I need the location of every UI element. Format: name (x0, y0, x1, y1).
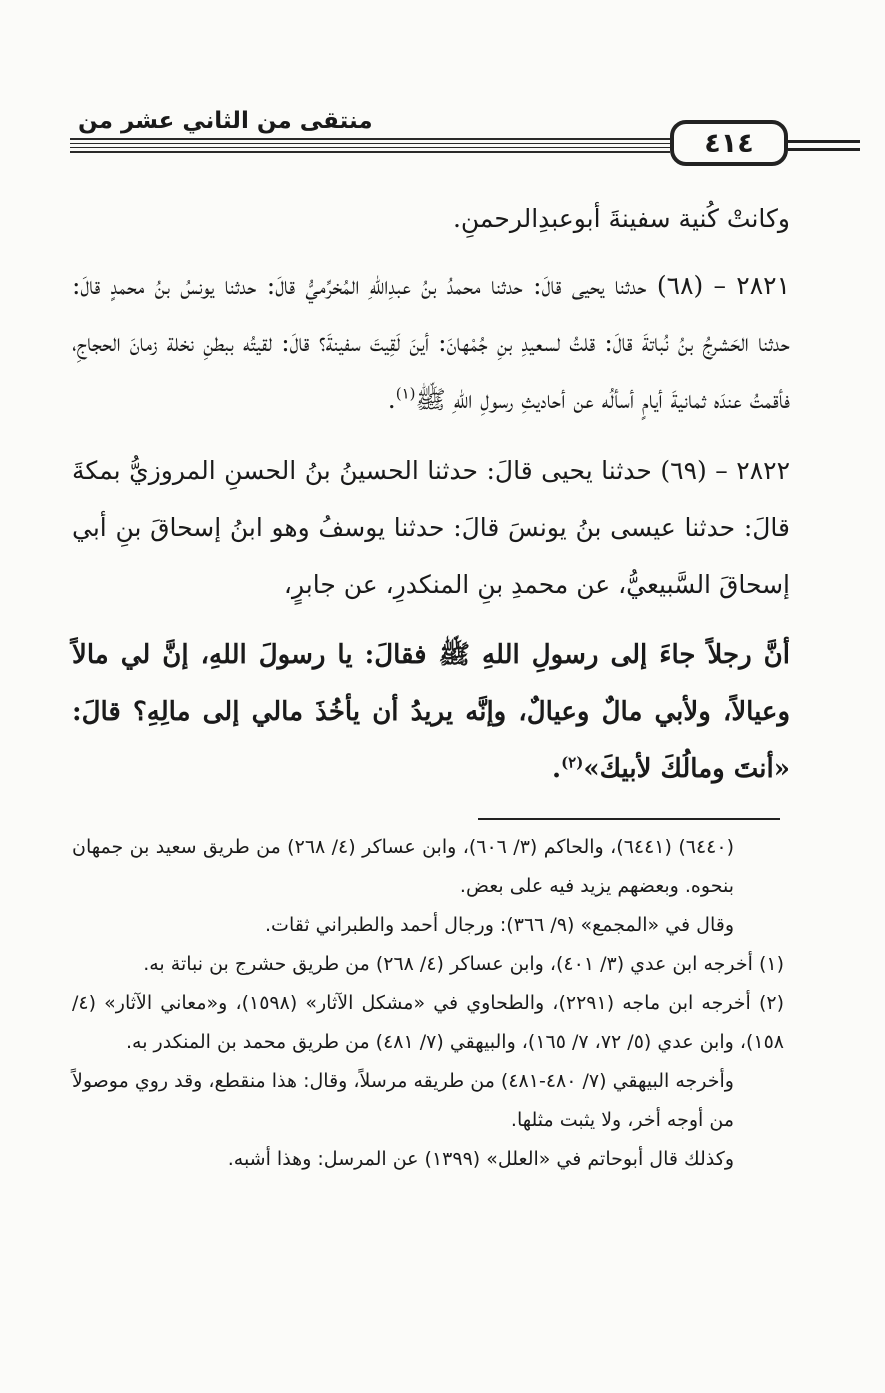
hadith-2821: ٢٨٢١ – (٦٨) حدثنا يحيى قالَ: حدثنا محمدُ بنُ عبدِاللهِ المُخرِّميُّ قالَ: حدثنا يونسُ بنُ محمدٍ قالَ: حدثنا الحَشرجُ بنُ نُباتةَ قالَ: قلتُ لسعيدِ بنِ جُمْهانَ: أينَ لَقِيتَ سفينةَ؟ قالَ: لقيتُه ببطنِ نخلة زمانَ الحجاجِ، فأقمتُ عندَه ثمانيةَ أيامٍ أسألُه عن أحاديثِ رسولِ اللهِ ﷺ$^{(١)}$. (72, 271, 790, 414)
footnotes (72, 828, 784, 1179)
main-text (72, 190, 790, 812)
footnote-continuation: (٦٤٤٠) (٦٤٤١)، والحاكم (٣/ ٦٠٦)، وابن عساكر (٤/ ٢٦٨) من طريق سعيد بن جمهان بنحوه. وبعضهم يزيد فيه على بعض. (72, 836, 734, 897)
header-rule-bottom (70, 151, 670, 153)
hadith-2821-text: ٢٨٢١ – (٦٨) حدثنا يحيى قالَ: حدثنا محمدُ بنُ عبدِاللهِ المُخرِّميُّ قالَ: حدثنا يونسُ بنُ محمدٍ قالَ: حدثنا الحَشرجُ بنُ نُباتةَ قالَ: قلتُ لسعيدِ بنِ جُمْهانَ: أينَ لَقِيتَ سفينةَ؟ قالَ: لقيتُه ببطنِ نخلة زمانَ الحجاجِ، فأقمتُ عندَه ثمانيةَ أيامٍ أسألُه عن أحاديثِ رسولِ اللهِ ﷺ (72, 271, 790, 414)
footnote-2: (٢) أخرجه ابن ماجه (٢٢٩١)، والطحاوي في «مشكل الآثار» (١٥٩٨)، و«معاني الآثار» (٤/ ١٥٨)، وابن عدي (٥/ ٧٢، ٧/ ١٦٥)، والبيهقي (٧/ ٤٨١) من طريق محمد بن المنكدر به. (72, 992, 784, 1053)
footnote-2-part-2: وأخرجه البيهقي (٧/ ٤٨٠-٤٨١) من طريقه مرسلاً، وقال: هذا منقطع، وقد روي موصولاً من أوجه أخر، ولا يثبت مثلها. (72, 1070, 734, 1131)
header-rule-mid (70, 143, 670, 144)
hadith-2822-isnad: ٢٨٢٢ – (٦٩) حدثنا يحيى قالَ: حدثنا الحسينُ بنُ الحسنِ المروزيُّ بمكةَ قالَ: حدثنا عيسى بنُ يونسَ قالَ: حدثنا يوسفُ وهو ابنُ إسحاقَ بنِ أبي إسحاقَ السَّبيعيُّ، عن محمدِ بنِ المنكدرِ، عن جابرٍ، (72, 456, 790, 599)
footnote-ref-2[interactable]: (٢) (561, 753, 584, 772)
header-tick-bottom (788, 148, 860, 151)
hadith-2822-matn-para: أنَّ رجلاً جاءَ إلى رسولِ اللهِ ﷺ فقالَ: يا رسولَ اللهِ، إنَّ لي مالاً وعيالاً، ولأبي مالٌ وعيالٌ، وإنَّه يريدُ أن يأخُذَ مالي إلى مالِهِ؟ قالَ: «أنتَ ومالُكَ لأبيكَ»$^{(٢)}$. (72, 640, 790, 784)
footnote-1: (١) أخرجه ابن عدي (٣/ ٤٠١)، وابن عساكر (٤/ ٢٦٨) من طريق حشرج بن نباتة به. (143, 953, 784, 975)
footnote-continuation-2: وقال في «المجمع» (٩/ ٣٦٦): ورجال أحمد والطبراني ثقات. (265, 914, 734, 936)
footnote-ref-1[interactable]: (١) (395, 384, 416, 403)
header-rule-top (70, 138, 670, 140)
hadith-2822-matn: أنَّ رجلاً جاءَ إلى رسولِ اللهِ ﷺ فقالَ: يا رسولَ اللهِ، إنَّ لي مالاً وعيالاً، ولأبي مالٌ وعيالٌ، وإنَّه يريدُ أن يأخُذَ مالي إلى مالِهِ؟ قالَ: «أنتَ ومالُكَ لأبيكَ» (72, 640, 790, 784)
page-number: ٤١٤ (704, 127, 754, 159)
page-header (70, 100, 790, 170)
hadith-2822 (72, 442, 790, 613)
intro-text: وكانتْ كُنية سفينةَ أبوعبدِالرحمنِ. (452, 204, 790, 233)
page-number-box (670, 120, 788, 166)
running-title: منتقى من الثاني عشر من (78, 108, 373, 134)
header-tick-top (788, 140, 860, 143)
footnote-separator (478, 818, 780, 820)
intro-line (72, 190, 790, 247)
header-rule-mid-2 (70, 147, 670, 148)
footnote-2-part-3: وكذلك قال أبوحاتم في «العلل» (١٣٩٩) عن المرسل: وهذا أشبه. (227, 1148, 734, 1170)
